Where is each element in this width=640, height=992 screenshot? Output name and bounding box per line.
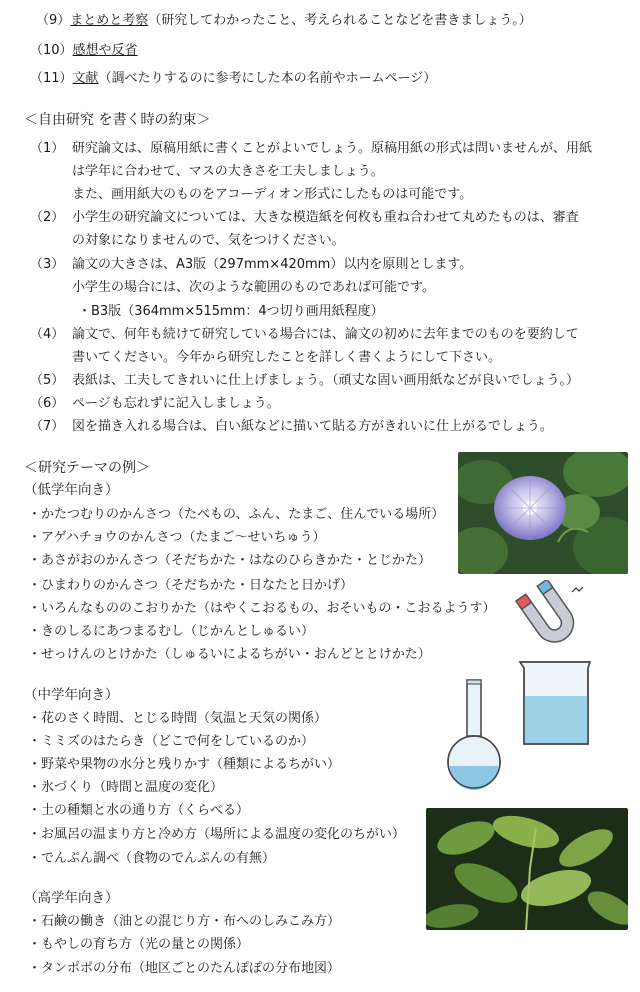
- mid-grade-label: （中学年向き）: [24, 687, 119, 703]
- intro-title: 文献: [72, 71, 99, 86]
- theme-item: ・タンポポの分布（地区ごとのたんぽぽの分布地図）: [28, 961, 341, 976]
- theme-item: ・かたつむりのかんさつ（たべもの、ふん、たまご、住んでいる場所）: [28, 507, 445, 522]
- horseshoe-magnet-icon: [510, 580, 592, 656]
- rule-number: （4）: [30, 327, 65, 342]
- intro-number: （9）: [36, 13, 71, 28]
- rule-text: 小学生の場合には、次のような範囲のものであれば可能です。: [72, 280, 435, 295]
- rule-text: 表紙は、工夫してきれいに仕上げましょう。（頑丈な固い画用紙などが良いでしょう。）: [72, 373, 580, 388]
- theme-item: ・石鹸の働き（油との混じり方・布へのしみこみ方）: [28, 914, 341, 929]
- theme-item: ・アゲハチョウのかんさつ（たまご～せいちゅう）: [28, 530, 326, 545]
- rule-number: （5）: [30, 373, 65, 388]
- intro-description: （研究してわかったこと、考えられることなどを書きましょう。）: [148, 13, 532, 28]
- theme-item: ・お風呂の温まり方と冷め方（場所による温度の変化のちがい）: [28, 827, 406, 842]
- theme-item: ・きのしるにあつまるむし（じかんとしゅるい）: [28, 624, 315, 639]
- theme-item: ・でんぷん調べ（食物のでんぷんの有無）: [28, 851, 276, 866]
- rule-number: （7）: [30, 419, 65, 434]
- high-grade-label: （高学年向き）: [24, 890, 119, 906]
- theme-item: ・野菜や果物の水分と残りかす（種類によるちがい）: [28, 757, 341, 772]
- morning-glory-photo: [458, 452, 628, 574]
- intro-title: 感想や反省: [72, 43, 138, 58]
- rule-text: 研究論文は、原稿用紙に書くことがよいでしょう。原稿用紙の形式は問いませんが、用紙: [72, 141, 593, 156]
- rules-heading: ＜自由研究 を書く時の約束＞: [24, 112, 211, 128]
- rule-text: は学年に合わせて、マスの大きさを工夫しましょう。: [72, 164, 384, 179]
- themes-heading: ＜研究テーマの例＞: [24, 460, 150, 476]
- theme-item: ・あさがおのかんさつ（そだちかた・はなのひらきかた・とじかた）: [28, 553, 432, 568]
- low-grade-label: （低学年向き）: [24, 482, 119, 498]
- theme-item: ・氷づくり（時間と温度の変化）: [28, 780, 224, 795]
- intro-description: （調べたりするのに参考にした本の名前やホームページ）: [98, 71, 437, 86]
- beaker-icon: [514, 656, 596, 750]
- rule-text: 図を描き入れる場合は、白い紙などに描いて貼る方がきれいに仕上がるでしょう。: [72, 419, 553, 434]
- rule-number: （6）: [30, 396, 65, 411]
- rule-text: ページも忘れずに記入しましょう。: [72, 396, 280, 411]
- intro-title: まとめと考察: [70, 13, 149, 28]
- theme-item: ・土の種類と水の通り方（くらべる）: [28, 803, 250, 818]
- rule-text: 論文で、何年も続けて研究している場合には、論文の初めに去年までのものを要約して: [72, 327, 579, 342]
- rule-text: ・B3版（364mm×515mm：4つ切り画用紙程度）: [78, 304, 384, 319]
- rule-text: また、画用紙大のものをアコーディオン形式にしたものは可能です。: [72, 187, 473, 202]
- rule-number: （2）: [30, 210, 65, 225]
- intro-number: （10）: [30, 43, 73, 58]
- intro-number: （11）: [30, 71, 73, 86]
- plant-leaves-photo: [426, 808, 628, 930]
- intro-item-9: [36, 12, 532, 30]
- round-flask-icon: [446, 676, 502, 794]
- rule-text: の対象になりませんので、気をつけください。: [72, 233, 345, 248]
- rule-number: （1）: [30, 141, 65, 156]
- rule-text: 書いてください。今年から研究したことを詳しく書くようにして下さい。: [72, 350, 502, 365]
- theme-item: ・ミミズのはたらき（どこで何をしているのか）: [28, 734, 315, 749]
- intro-item-10: [30, 42, 138, 60]
- theme-item: ・ひまわりのかんさつ（そだちかた・日なたと日かげ）: [28, 578, 354, 593]
- rule-text: 小学生の研究論文については、大きな模造紙を何枚も重ね合わせて丸めたものは、審査: [72, 210, 579, 225]
- rule-text: 論文の大きさは、A3版（297mm×420mm）以内を原則とします。: [72, 257, 473, 272]
- theme-item: ・せっけんのとけかた（しゅるいによるちがい・おんどととけかた）: [28, 647, 431, 662]
- theme-item: ・花のさく時間、とじる時間（気温と天気の関係）: [28, 711, 328, 726]
- intro-item-11: [30, 70, 436, 88]
- theme-item: ・もやしの育ち方（光の量との関係）: [28, 937, 250, 952]
- rule-number: （3）: [30, 257, 65, 272]
- theme-item: ・いろんなもののこおりかた（はやくこおるもの、おそいもの・こおるようす）: [28, 601, 496, 616]
